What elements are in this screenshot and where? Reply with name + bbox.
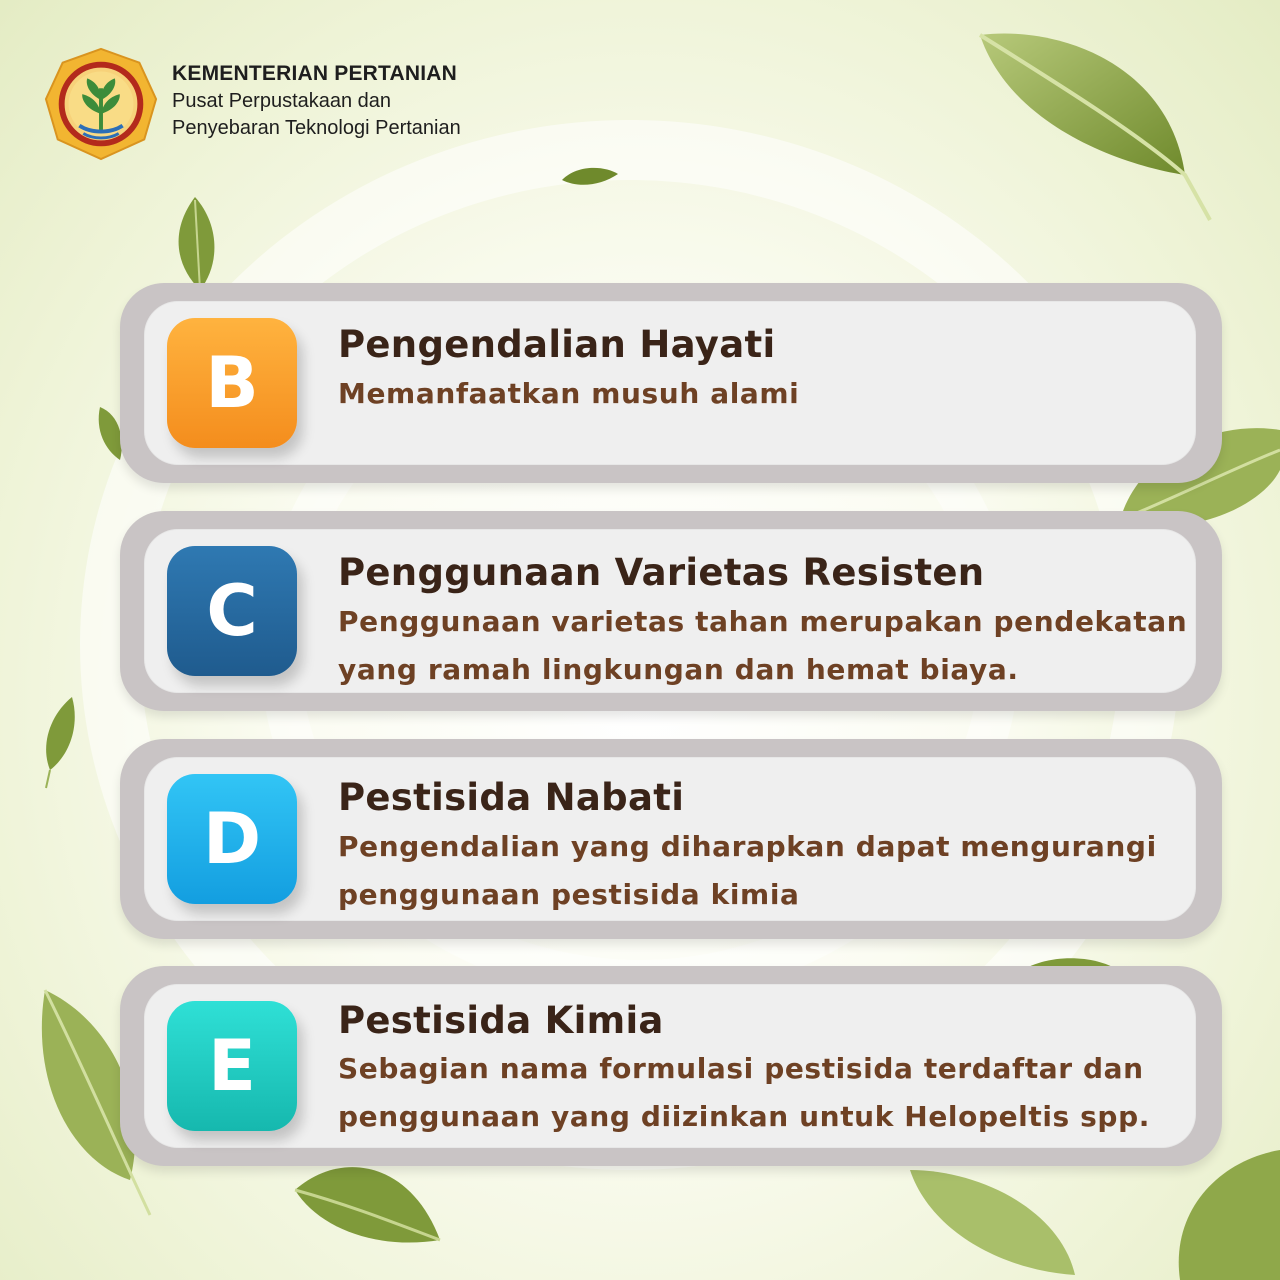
org-block [172,60,461,142]
letter-badge: E [167,1001,297,1131]
card-description [338,598,1202,694]
leaf-decoration [160,195,230,295]
description-line: Penggunaan varietas tahan merupakan pendekatan [338,605,1188,638]
card-item-b [120,283,1222,483]
card-title: Pestisida Kimia [338,999,664,1042]
card-item-d [120,739,1222,939]
org-subtitle-line2: Penyebaran Teknologi Pertanian [172,117,461,139]
kementan-emblem-icon [42,45,160,163]
card-description [338,370,1202,418]
leaf-decoration [560,162,620,192]
leaf-decoration [40,695,80,790]
letter-badge: D [167,774,297,904]
leaf-decoration [970,25,1230,225]
card-title: Pestisida Nabati [338,776,685,819]
description-line: penggunaan pestisida kimia [338,878,800,911]
card-item-e [120,966,1222,1166]
org-subtitle-line1: Pusat Perpustakaan dan [172,90,392,112]
leaf-decoration [290,1150,450,1260]
card-description [338,1045,1202,1141]
card-description [338,823,1202,919]
description-line: Memanfaatkan musuh alami [338,377,800,410]
letter-badge: C [167,546,297,676]
org-name: KEMENTERIAN PERTANIAN [172,62,457,85]
description-line: Sebagian nama formulasi pestisida terdaftar dan [338,1052,1144,1085]
description-line: yang ramah lingkungan dan hemat biaya. [338,653,1019,686]
header [42,45,461,163]
description-line: penggunaan yang diizinkan untuk Helopeltis spp. [338,1100,1150,1133]
card-item-c [120,511,1222,711]
description-line: Pengendalian yang diharapkan dapat mengurangi [338,830,1157,863]
letter-badge: B [167,318,297,448]
card-title: Pengendalian Hayati [338,323,776,366]
card-title: Penggunaan Varietas Resisten [338,551,985,594]
leaf-decoration [900,1160,1080,1280]
